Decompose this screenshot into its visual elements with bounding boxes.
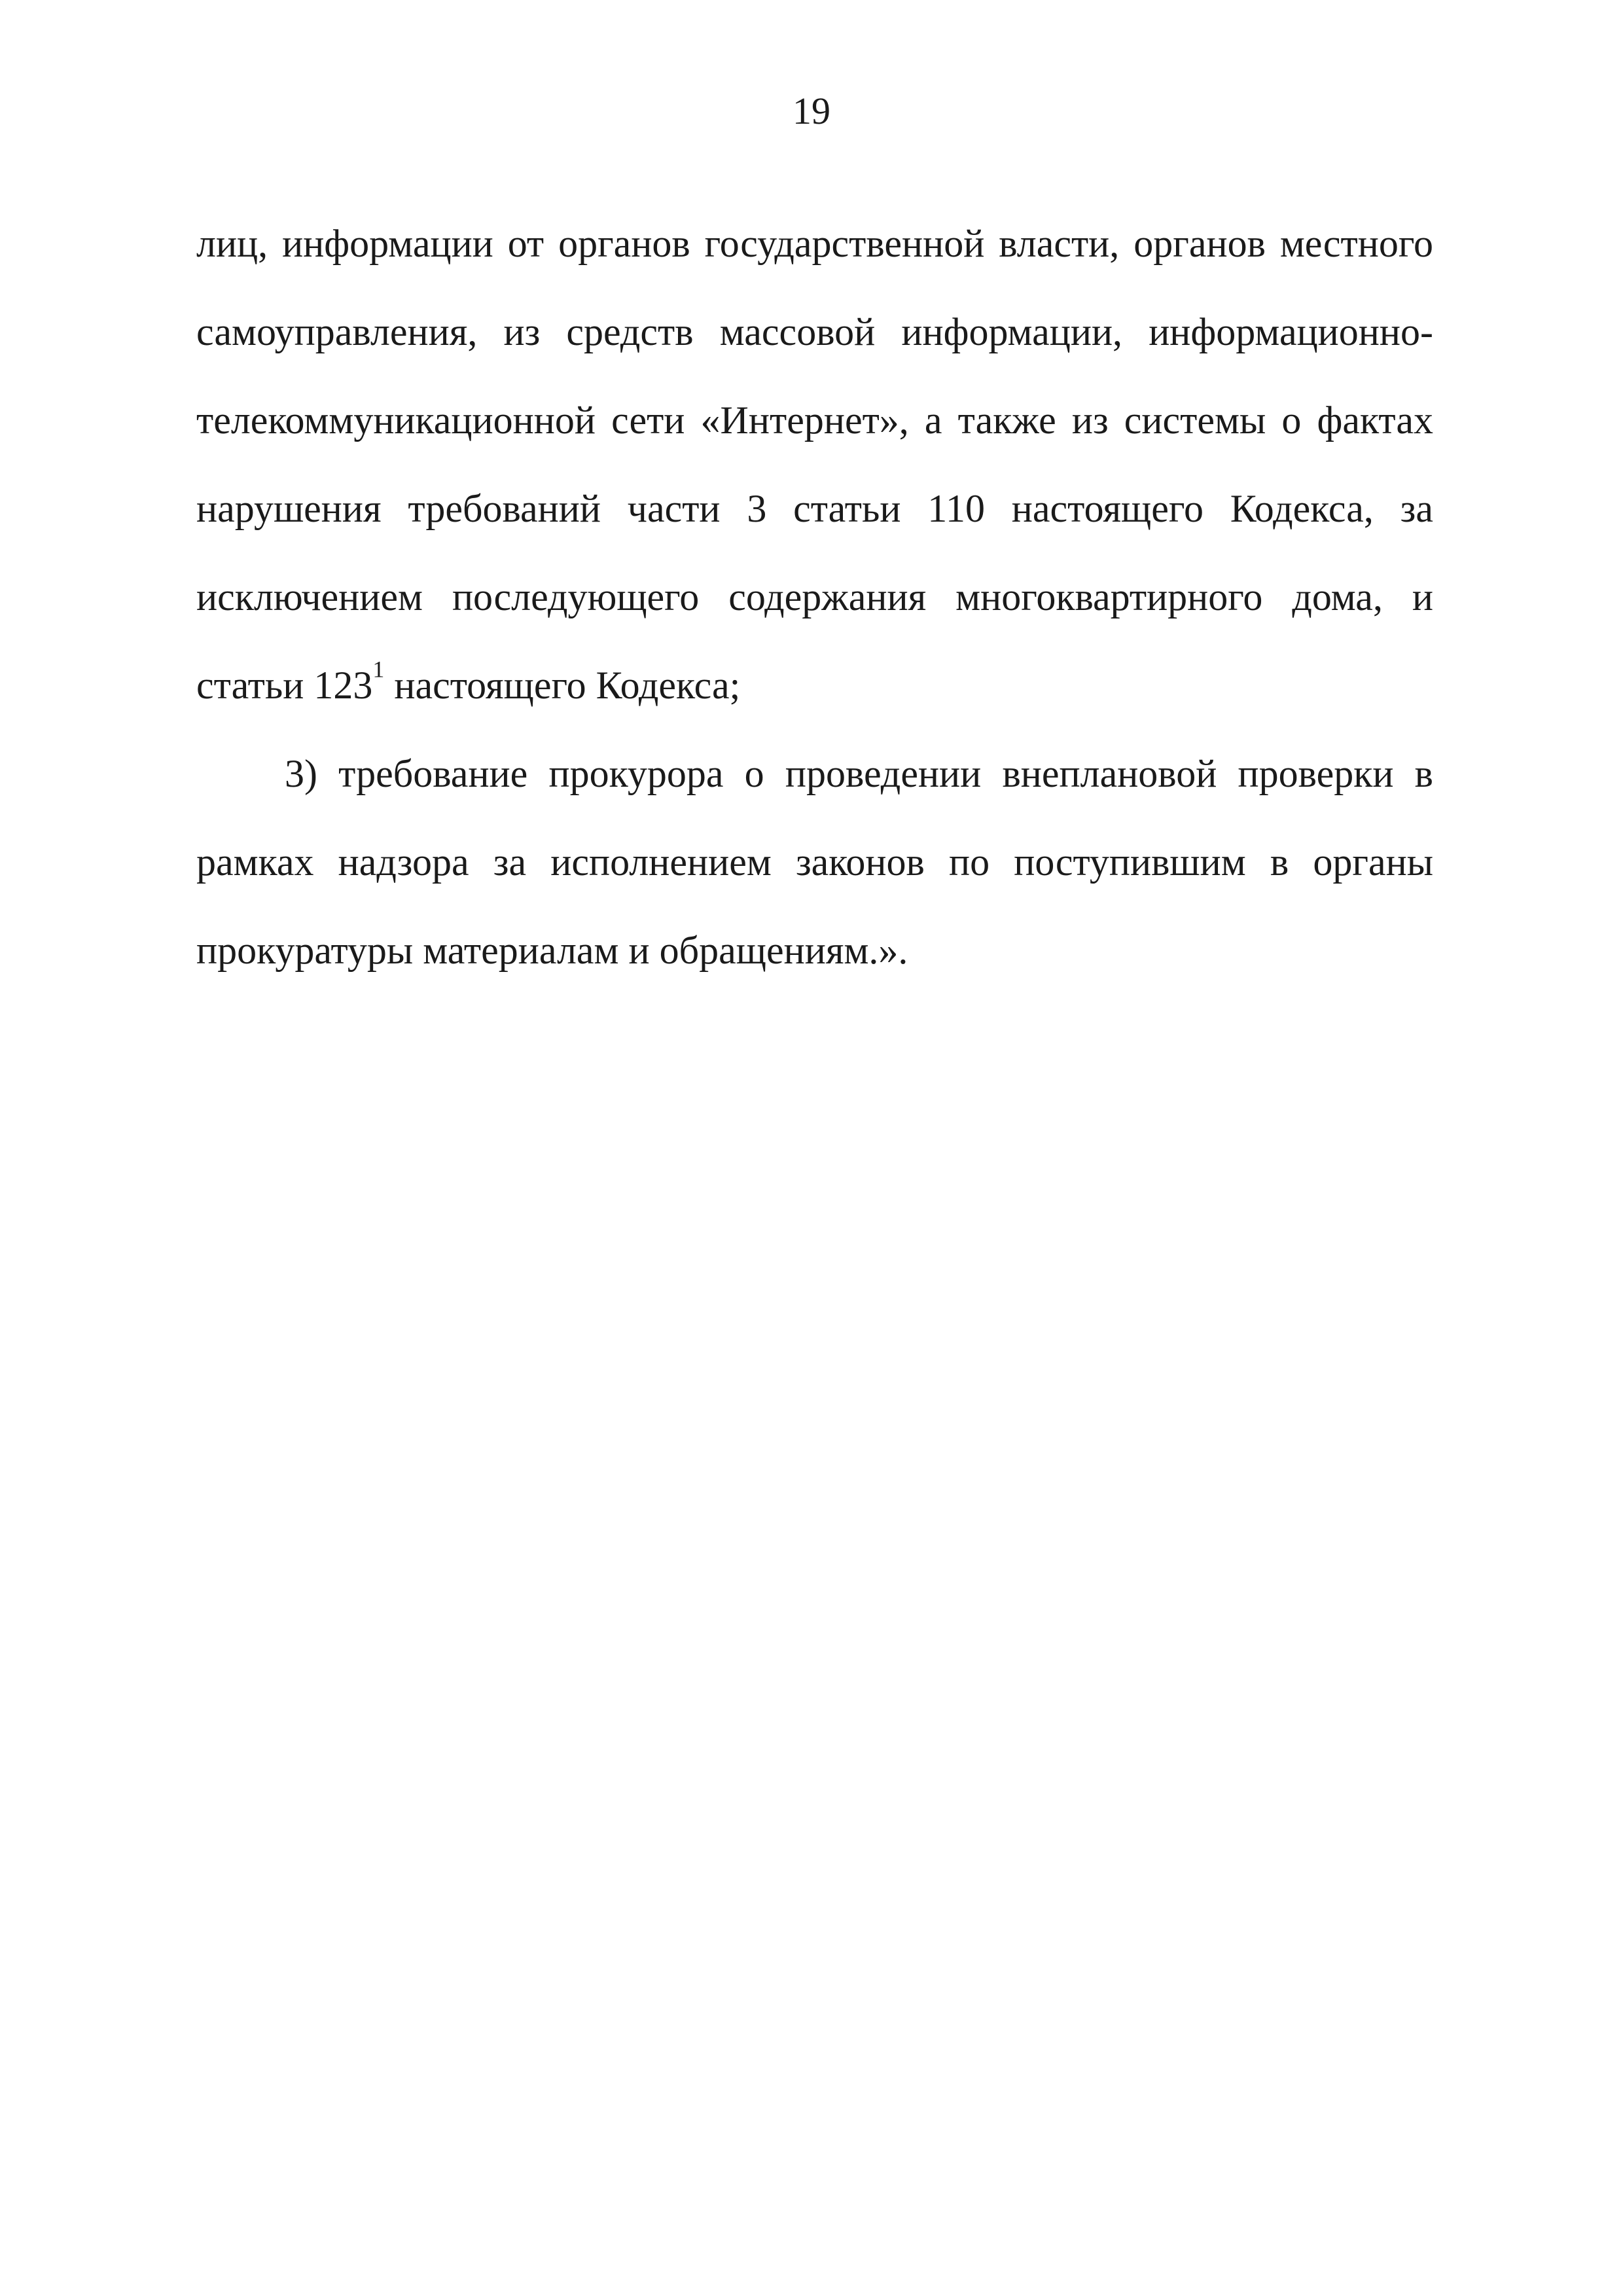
paragraph-text-end: настоящего Кодекса; xyxy=(384,664,741,707)
paragraph-text: 3) требование прокурора о проведении внеплановой проверки в рамках надзора за исполнением законов по поступившим в органы прокуратуры материалам и обращениям.». xyxy=(196,752,1433,972)
document-body xyxy=(196,200,1433,995)
superscript-index: 1 xyxy=(372,656,385,683)
paragraph-item-3 xyxy=(196,730,1433,995)
paragraph-text: лиц, информации от органов государственной власти, органов местного самоуправления, из средств массовой информации, информационно-телекоммуникационной сети «Интернет», а также из системы о фактах нарушения требований части 3 статьи 110 настоящего Кодекса, за исключением последующего содержания многоквартирного дома, и статьи 123 xyxy=(196,222,1433,707)
page-number: 19 xyxy=(793,90,830,132)
paragraph-continuation xyxy=(196,200,1433,730)
